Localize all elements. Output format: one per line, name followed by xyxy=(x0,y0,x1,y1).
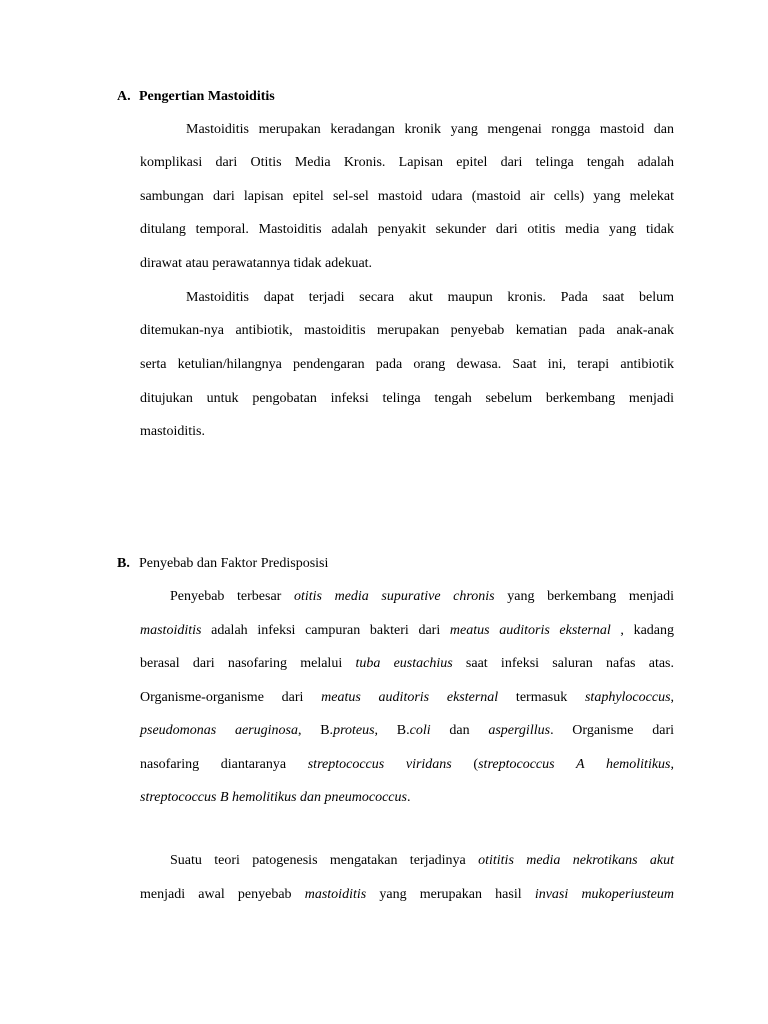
section-b-p1-line-1: Penyebab terbesar otitis media supurative chronis yang berkembang menjadi xyxy=(170,589,674,604)
section-b-p2-line-2: menjadi awal penyebab mastoiditis yang merupakan hasil invasi mukoperiusteum xyxy=(140,887,674,902)
section-b-p1-line-4: Organisme-organisme dari meatus auditoris eksternal termasuk staphylococcus, xyxy=(140,690,675,705)
section-a-line-6: Mastoiditis dapat terjadi secara akut maupun kronis. Pada saat belum xyxy=(186,290,674,305)
section-b-heading xyxy=(117,556,328,572)
section-b-p1-line-2: mastoiditis adalah infeksi campuran bakteri dari meatus auditoris eksternal , kadang xyxy=(140,623,675,638)
section-a-line-5: dirawat atau perawatannya tidak adekuat. xyxy=(140,256,373,271)
section-b-p1-line-7: streptococcus B hemolitikus dan pneumococcus. xyxy=(140,790,411,805)
section-b-p1-line-3: berasal dari nasofaring melalui tuba eustachius saat infeksi saluran nafas atas. xyxy=(140,656,674,671)
section-a-title: Pengertian Mastoiditis xyxy=(139,89,275,104)
section-b-p2-line-1: Suatu teori patogenesis mengatakan terjadinya otititis media nekrotikans akut xyxy=(170,853,674,868)
section-b-letter: B. xyxy=(117,556,130,571)
section-b-p1-line-6: nasofaring diantaranya streptococcus viridans (streptococcus A hemolitikus, xyxy=(140,757,674,772)
section-a-heading xyxy=(117,89,275,105)
section-b-title: Penyebab dan Faktor Predisposisi xyxy=(139,556,329,571)
section-a-line-8: serta ketulian/hilangnya pendengaran pada orang dewasa. Saat ini, terapi antibiotik xyxy=(140,357,674,372)
section-a-line-4: ditulang temporal. Mastoiditis adalah penyakit sekunder dari otitis media yang tidak xyxy=(140,222,674,237)
section-a-line-10: mastoiditis. xyxy=(140,424,205,439)
section-b-p1-line-5: pseudomonas aeruginosa, B.proteus, B.coli dan aspergillus. Organisme dari xyxy=(140,723,674,738)
section-a-line-7: ditemukan-nya antibiotik, mastoiditis merupakan penyebab kematian pada anak-anak xyxy=(140,323,674,338)
section-a-line-3: sambungan dari lapisan epitel sel-sel mastoid udara (mastoid air cells) yang melekat xyxy=(140,189,674,204)
section-a-letter: A. xyxy=(117,89,131,104)
section-a-line-2: komplikasi dari Otitis Media Kronis. Lapisan epitel dari telinga tengah adalah xyxy=(140,155,674,170)
section-a-line-1: Mastoiditis merupakan keradangan kronik yang mengenai rongga mastoid dan xyxy=(186,122,674,137)
section-a-line-9: ditujukan untuk pengobatan infeksi telinga tengah sebelum berkembang menjadi xyxy=(140,391,674,406)
